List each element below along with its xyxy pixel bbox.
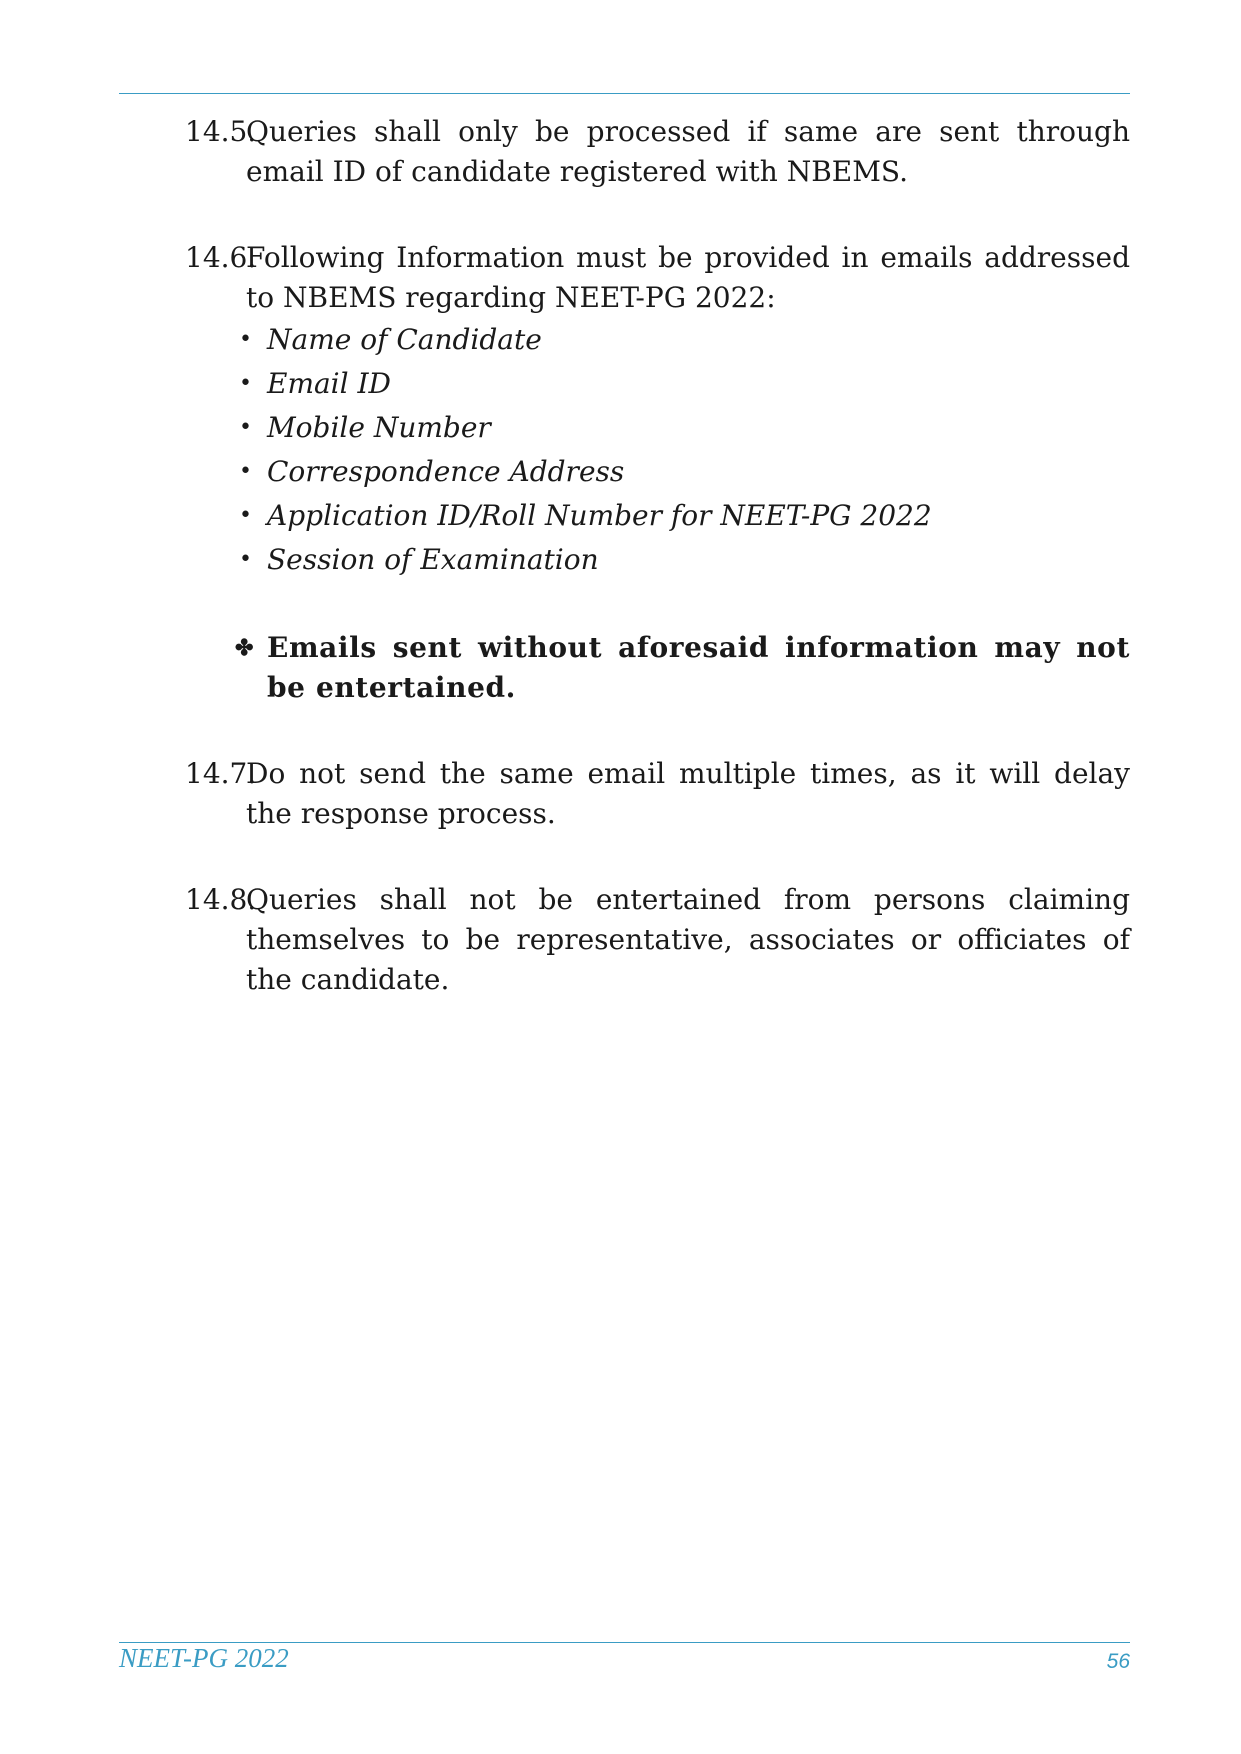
clause-14-8 bbox=[185, 880, 1130, 1000]
footer-title: NEET-PG 2022 bbox=[119, 1643, 289, 1673]
bullet-icon: • bbox=[239, 547, 252, 572]
list-item: • Application ID/Roll Number for NEET-PG 2022 bbox=[239, 494, 1130, 538]
required-info-list bbox=[185, 318, 1130, 582]
clause-14-6 bbox=[185, 238, 1130, 318]
bullet-icon: • bbox=[239, 371, 252, 396]
clause-number: 14.5. bbox=[185, 115, 257, 148]
clause-number: 14.8. bbox=[185, 883, 257, 916]
clause-text: Following Information must be provided in emails addressed to NBEMS regarding NEET-PG 2022: bbox=[246, 241, 1130, 314]
asterisk-flower-icon: ✤ bbox=[235, 635, 255, 661]
bullet-icon: • bbox=[239, 503, 252, 528]
bullet-icon: • bbox=[239, 459, 252, 484]
note-text: Emails sent without aforesaid information may not be entertained. bbox=[267, 631, 1130, 704]
list-item: • Email ID bbox=[239, 362, 1130, 406]
clause-text: Queries shall only be processed if same are sent through email ID of candidate registered with NBEMS. bbox=[246, 115, 1130, 188]
list-item: • Session of Examination bbox=[239, 538, 1130, 582]
page-number: 56 bbox=[1106, 1650, 1130, 1673]
clause-text: Do not send the same email multiple times, as it will delay the response process. bbox=[246, 757, 1130, 830]
bullet-icon: • bbox=[239, 415, 252, 440]
clause-text: Queries shall not be entertained from persons claiming themselves to be representative, associates or officiates of the candidate. bbox=[246, 883, 1130, 996]
page-content bbox=[185, 112, 1130, 1000]
important-note bbox=[185, 628, 1130, 708]
list-item: • Name of Candidate bbox=[239, 318, 1130, 362]
header-rule bbox=[119, 93, 1130, 94]
bullet-icon: • bbox=[239, 327, 252, 352]
clause-14-5 bbox=[185, 112, 1130, 192]
clause-14-7 bbox=[185, 754, 1130, 834]
clause-number: 14.6. bbox=[185, 241, 257, 274]
list-item: • Correspondence Address bbox=[239, 450, 1130, 494]
list-item: • Mobile Number bbox=[239, 406, 1130, 450]
clause-number: 14.7. bbox=[185, 757, 257, 790]
